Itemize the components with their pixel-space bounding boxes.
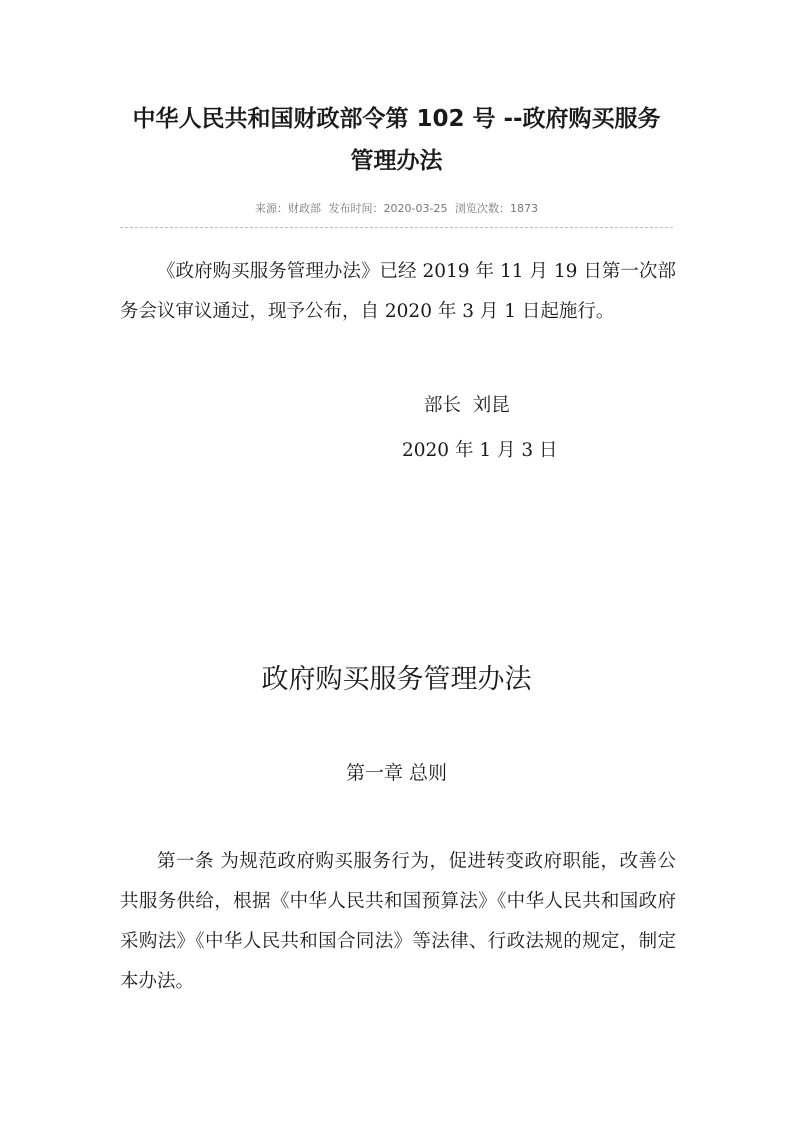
meta-views: 浏览次数：1873 (454, 202, 538, 215)
meta-publish-time: 发布时间：2020-03-25 (328, 202, 448, 215)
signature-date: 2020 年 1 月 3 日 (402, 440, 558, 461)
document-heading: 政府购买服务管理办法 (261, 664, 532, 695)
chapter-heading: 第一章 总则 (345, 762, 448, 784)
page-title (100, 98, 693, 182)
signature-title: 部长 刘昆 (424, 395, 510, 416)
page-title-line-1: 中华人民共和国财政部令第 102 号 --政府购买服务 (132, 106, 661, 132)
dashed-divider (120, 227, 673, 228)
page-title-line-2: 管理办法 (350, 148, 443, 174)
article-meta (100, 200, 693, 218)
intro-paragraph: 《政府购买服务管理办法》已经 2019 年 11 月 19 日第一次部务会议审议通过，现予公布，自 2020 年 3 月 1 日起施行。 (120, 261, 676, 322)
meta-source: 来源：财政部 (255, 202, 322, 215)
article-1-paragraph: 第一条 为规范政府购买服务行为，促进转变政府职能，改善公共服务供给，根据《中华人民共和国预算法》《中华人民共和国政府采购法》《中华人民共和国合同法》等法律、行政法规的规定，制定本办法。 (120, 851, 676, 992)
